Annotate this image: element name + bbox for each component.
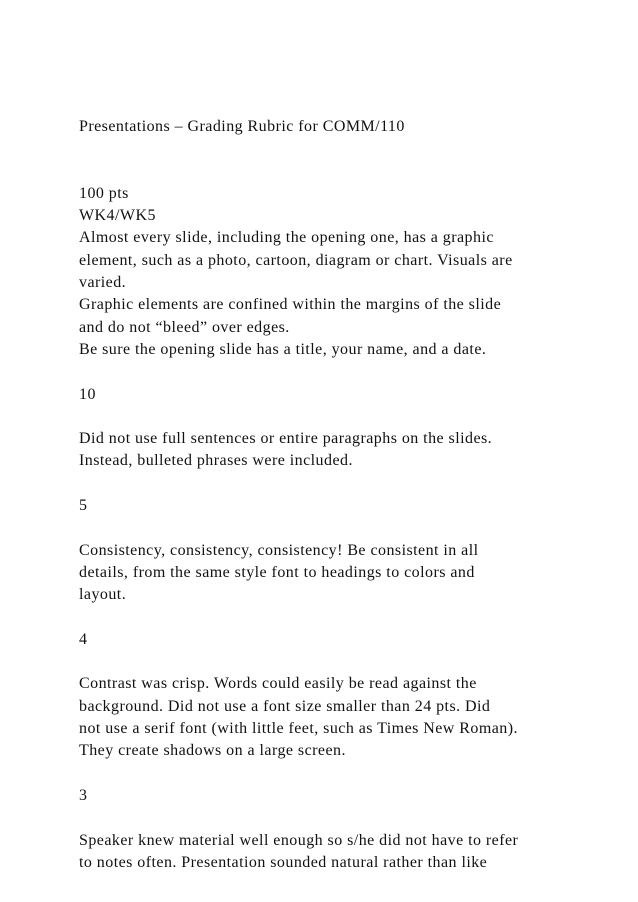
- document-title: Presentations – Grading Rubric for COMM/110: [79, 118, 405, 135]
- criterion-text: layout.: [79, 586, 127, 604]
- spacer: [79, 161, 579, 183]
- spacer: [79, 138, 579, 160]
- criterion-text: They create shadows on a large screen.: [79, 742, 346, 760]
- points-total: 100 pts: [79, 184, 129, 202]
- criterion-text: Did not use full sentences or entire paragraphs on the slides.: [79, 430, 493, 448]
- criterion-points: 10: [79, 385, 96, 403]
- criterion-text: background. Did not use a font size smaller than 24 pts. Did: [79, 697, 491, 715]
- criterion-text: Contrast was crisp. Words could easily be read against the: [79, 675, 477, 693]
- criterion-text: Graphic elements are confined within the margins of the slide: [79, 296, 502, 314]
- criterion-text: details, from the same style font to headings to colors and: [79, 563, 475, 581]
- spacer: [79, 763, 579, 785]
- spacer: [79, 517, 579, 539]
- criterion-text: Be sure the opening slide has a title, your name, and a date.: [79, 340, 487, 358]
- weeks-label: WK4/WK5: [79, 207, 156, 225]
- criterion-text: varied.: [79, 274, 127, 292]
- criterion-text: Consistency, consistency, consistency! Be consistent in all: [79, 541, 479, 559]
- spacer: [79, 473, 579, 495]
- criterion-text: to notes often. Presentation sounded natural rather than like: [79, 853, 488, 871]
- spacer: [79, 651, 579, 673]
- criterion-text: Speaker knew material well enough so s/he did not have to refer: [79, 831, 519, 849]
- criterion-points: 5: [79, 497, 88, 515]
- spacer: [79, 607, 579, 629]
- criterion-text: not use a serif font (with little feet, such as Times New Roman).: [79, 720, 518, 738]
- criterion-points: 4: [79, 630, 88, 648]
- spacer: [79, 406, 579, 428]
- criterion-text: Almost every slide, including the opening one, has a graphic: [79, 229, 494, 247]
- criterion-text: and do not “bleed” over edges.: [79, 318, 290, 336]
- criterion-text: element, such as a photo, cartoon, diagram or chart. Visuals are: [79, 251, 513, 269]
- document-body: [79, 116, 579, 874]
- criterion-text: Instead, bulleted phrases were included.: [79, 452, 353, 470]
- spacer: [79, 361, 579, 383]
- spacer: [79, 807, 579, 829]
- criterion-points: 3: [79, 786, 88, 804]
